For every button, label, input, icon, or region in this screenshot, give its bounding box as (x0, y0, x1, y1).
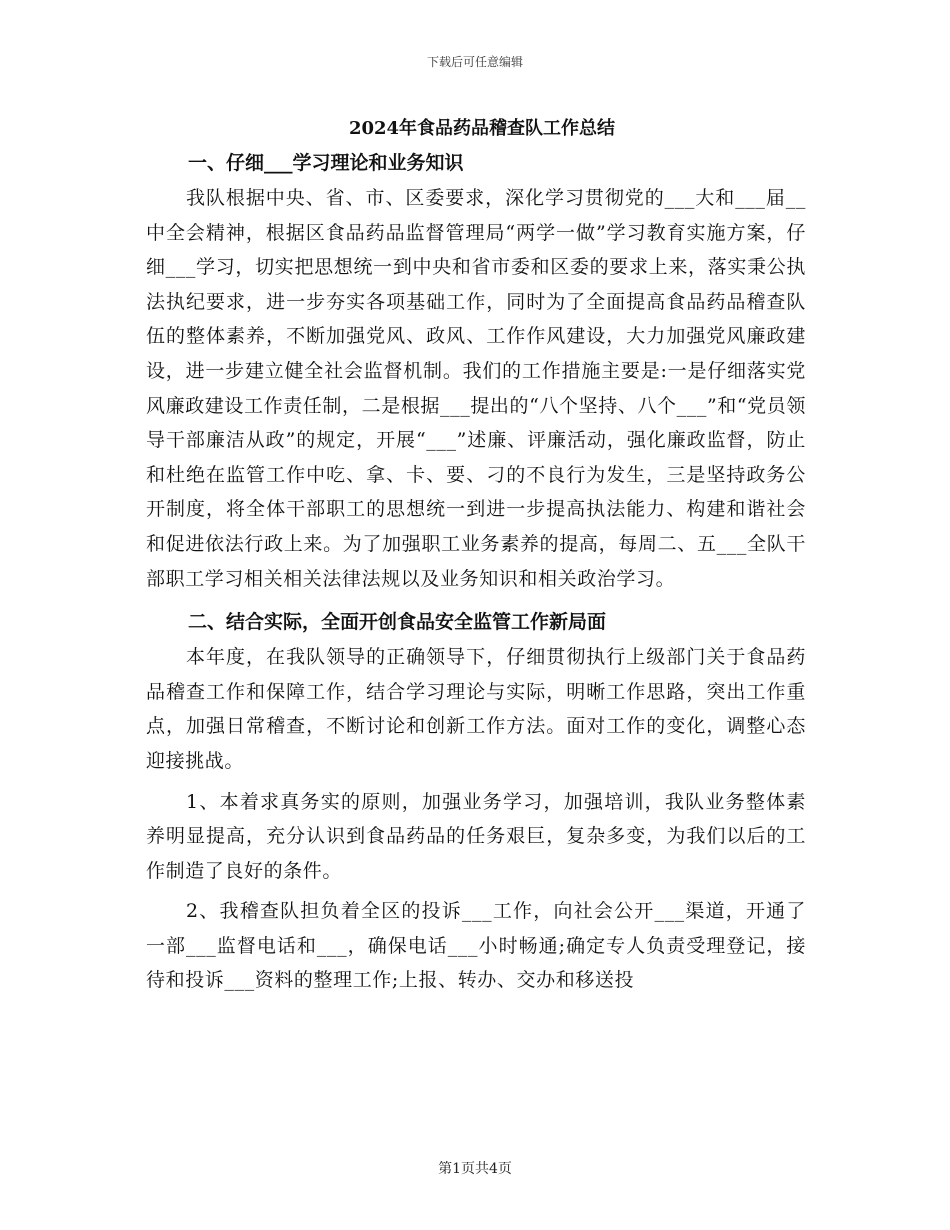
section-2-paragraph-1: 本年度，在我队领导的正确领导下，仔细贯彻执行上级部门关于食品药品稽查工作和保障工作，结合学习理论与实际，明晰工作思路，突出工作重点，加强日常稽查，不断讨论和创新工作方法。面对工作的变化，调整心态迎接挑战。 (146, 646, 806, 772)
section-1-paragraph-1: 我队根据中央、省、市、区委要求，深化学习贯彻党的___大和___届__中全会精神，根据区食品药品监督管理局“两学一做”学习教育实施方案，仔细___学习，切实把思想统一到中央和省市委和区委的要求上来，落实秉公执法执纪要求，进一步夯实各项基础工作，同时为了全面提高食品药品稽查队伍的整体素养，不断加强党风、政风、工作作风建设，大力加强党风廉政建设，进一步建立健全社会监督机制。我们的工作措施主要是:一是仔细落实党风廉政建设工作责任制，二是根据___提出的“八个坚持、八个___”和“党员领导干部廉洁从政”的规定，开展“___”述廉、评廉活动，强化廉政监督，防止和杜绝在监管工作中吃、拿、卡、要、刁的不良行为发生，三是坚持政务公开制度，将全体干部职工的思想统一到进一步提高执法能力、构建和谐社会和促进依法行政上来。为了加强职工业务素养的提高，每周二、五___全队干部职工学习相关相关法律法规以及业务知识和相关政治学习。 (146, 187, 806, 590)
page-header: 下载后可任意编辑 (426, 55, 523, 69)
section-heading-1: 一、仔细___学习理论和业务知识 (188, 152, 464, 174)
section-heading-2: 二、结合实际，全面开创食品安全监管工作新局面 (188, 611, 607, 634)
document-body (146, 113, 806, 998)
section-2-paragraph-2: 1、本着求真务实的原则，加强业务学习，加强培训，我队业务整体素养明显提高，充分认识到食品药品的任务艰巨，复杂多变，为我们以后的工作制造了良好的条件。 (146, 790, 806, 882)
page-footer: 第1页共4页 (438, 1161, 512, 1177)
document-title: 2024年食品药品稽查队工作总结 (348, 118, 616, 139)
section-2-paragraph-3: 2、我稽查队担负着全区的投诉___工作，向社会公开___渠道，开通了一部___监督电话和___，确保电话___小时畅通;确定专人负责受理登记，接待和投诉___资料的整理工作;上报、转办、交办和移送投 (146, 900, 806, 992)
spacer (146, 596, 806, 604)
